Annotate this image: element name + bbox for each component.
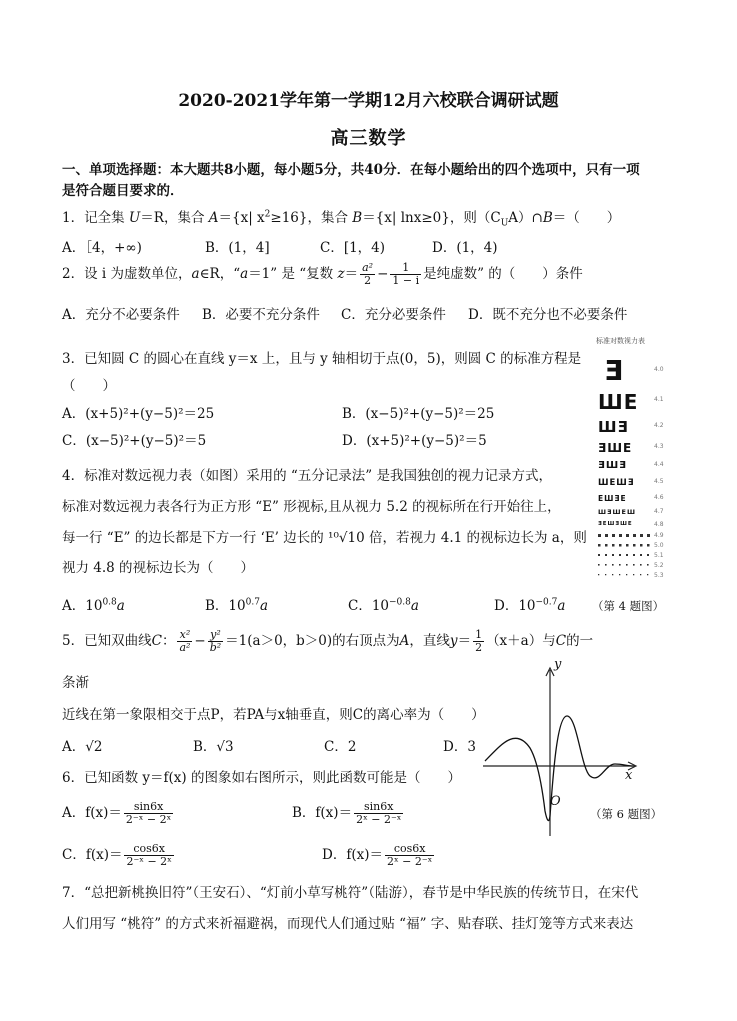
q6-stem: 6．已知函数 y＝f(x) 的图象如右图所示，则此函数可能是（ ）	[62, 770, 461, 786]
q6-option-d: D．f(x)＝ $\frac{\cos 6x}{\text{2ˣ − 2⁻ˣ}}$	[322, 842, 433, 868]
q4-option-a: A．$10^{0.8}a$	[62, 597, 125, 614]
vision-level-4-1: 4.1	[654, 396, 664, 403]
q5-option-c: C．2	[324, 739, 357, 755]
q4-stem-line4: 视力 4.8 的视标边长为（ ）	[62, 560, 255, 576]
q7-stem-line1: 7．“总把新桃换旧符”（王安石）、“灯前小草写桃符”（陆游），春节是中华民族的传统节日，在宋代	[62, 885, 639, 901]
exam-subject: 高三数学	[330, 128, 407, 149]
q5-stem-line1: 5．已知双曲线C： $\frac{\text{x²}}{\text{a²}}$ − $\frac{\text{y²}}{\text{b²}}$ ＝1(a＞0，b＞0)的右顶点为A，直线y＝ $\frac{1}{2}$ （x＋a）与C的一	[62, 628, 594, 654]
vision-chart-figure	[590, 332, 700, 594]
q3-stem-line2: （ ）	[62, 378, 116, 394]
q5-fraction-y: $\frac{\text{y²}}{\text{b²}}$	[209, 628, 222, 654]
q2-option-b: B．必要不充分条件	[202, 307, 320, 323]
vision-chart-row-7: EШƎE	[598, 494, 627, 503]
vision-chart-caption: （第 4 题图）	[592, 599, 665, 613]
exam-title: 2020-2021学年第一学期12月六校联合调研试题	[178, 91, 559, 111]
section-heading-line1: 一、单项选择题：本大题共8小题，每小题5分，共40分．在每小题给出的四个选项中，只有一项	[62, 162, 640, 178]
vision-chart-row-1: Ǝ	[604, 354, 625, 387]
q1-option-b: B．(1，4]	[205, 240, 270, 256]
vision-level-4-6: 4.6	[654, 494, 664, 501]
q1-option-c: C．[1，4)	[320, 240, 386, 256]
vision-level-4-0: 4.0	[654, 366, 664, 373]
vision-chart-title: 标准对数视力表	[596, 337, 645, 345]
vision-level-4-7: 4.7	[654, 508, 664, 515]
vision-level-4-4: 4.4	[654, 461, 664, 468]
q6-option-c: C．f(x)＝ $\frac{\cos 6x}{\text{2⁻ˣ − 2ˣ}}$	[62, 842, 172, 868]
q1-stem: 1．记全集 U＝R，集合 A＝{x| $x^2\ge 16$}，集合 B＝{x| lnx≥0}，则$(C_UA)\cap B=$（ ）	[62, 209, 621, 229]
vision-chart-row-4: ƎШE	[598, 441, 633, 455]
q5-stem-line3: 近线在第一象限相交于点P，若PA与x轴垂直，则C的离心率为（ ）	[62, 707, 485, 723]
q4-option-d: D．$10^{-0.7}a$	[494, 597, 566, 614]
q2-option-c: C．充分必要条件	[341, 307, 446, 323]
vision-chart-row-2: ШE	[598, 390, 639, 414]
vision-chart-row-5: ƎШƎ	[598, 460, 628, 471]
q3-option-b: B．(x−5)²+(y−5)²＝25	[342, 406, 495, 422]
vision-chart-row-3: ШƎ	[598, 418, 629, 436]
q2-fraction-1: $\frac{\text{a²}}{2}$	[362, 261, 374, 287]
q6-option-a: A．f(x)＝ $\frac{\sin 6x}{\text{2⁻ˣ − 2ˣ}}$	[62, 800, 172, 826]
vision-level-4-3: 4.3	[654, 443, 664, 450]
q1-option-d: D．(1，4)	[432, 240, 498, 256]
q3-option-a: A．(x+5)²+(y−5)²＝25	[62, 406, 215, 422]
q3-stem-line1: 3．已知圆 C 的圆心在直线 y＝x 上，且与 y 轴相切于点(0，5)，则圆 C 的标准方程是	[62, 351, 582, 367]
q3-option-c: C．(x−5)²+(y−5)²＝5	[62, 433, 207, 449]
vision-level-4-8: 4.8	[654, 521, 664, 528]
q5-option-a: A．√2	[62, 739, 103, 755]
q4-stem-line3: 每一行 “E” 的边长都是下方一行 ‘E’ 边长的 ¹⁰√10 倍，若视力 4.1 的视标边长为 a，则	[62, 530, 587, 546]
vision-chart-row-6: ШEШƎ	[598, 478, 635, 488]
section-heading-line2: 是符合题目要求的．	[62, 183, 184, 199]
graph-origin-label: O	[550, 794, 561, 809]
vision-chart-small-rows	[598, 534, 654, 580]
vision-level-5-3: 5.3	[654, 572, 664, 579]
vision-level-4-9: 4.9	[654, 532, 664, 539]
q4-stem-line1: 4．标准对数远视力表（如图）采用的 “五分记录法” 是我国独创的视力记录方式，	[62, 468, 552, 484]
q7-stem-line2: 人们用写 “桃符” 的方式来祈福避祸，而现代人们通过贴 “福” 字、贴春联、挂灯笼等方式来表达	[62, 916, 634, 932]
q4-option-b: B．$10^{0.7}a$	[205, 597, 268, 614]
q5-fraction-x: $\frac{\text{x²}}{\text{a²}}$	[179, 628, 191, 654]
q1-option-a: A．［4，+∞)	[62, 240, 142, 256]
q5-stem-line2: 条渐	[62, 675, 89, 691]
q4-stem-line2: 标准对数远视力表各行为正方形 “E” 形视标,且从视力 5.2 的视标所在行开始往上，	[62, 499, 561, 515]
q4-option-c: C．$10^{-0.8}a$	[348, 597, 419, 614]
q5-fraction-half: $\frac{1}{2}$	[475, 628, 483, 654]
vision-level-5-0: 5.0	[654, 542, 664, 549]
q2-stem: 2．设 i 为虚数单位，a∈R，“a＝1” 是 “复数 z＝ $\frac{\text{a²}}{2}$ − $\frac{1}{1 - i}$ 是纯虚数” 的（ ）条件	[62, 261, 583, 287]
graph-x-label: x	[625, 768, 633, 783]
graph-y-label: y	[554, 657, 562, 672]
q2-option-a: A．充分不必要条件	[62, 307, 180, 323]
q5-option-d: D．3	[443, 739, 476, 755]
function-graph-caption: （第 6 题图）	[590, 807, 663, 821]
vision-chart-row-8: ШƎШEШ	[598, 508, 636, 516]
q3-option-d: D．(x+5)²+(y−5)²＝5	[342, 433, 487, 449]
q6-option-b: B．f(x)＝ $\frac{\sin 6x}{\text{2ˣ − 2⁻ˣ}}$	[292, 800, 402, 826]
vision-chart-row-9: ƎEШƎШE	[598, 521, 633, 527]
q2-fraction-2: $\frac{1}{1 - i}$	[392, 261, 420, 287]
vision-level-5-1: 5.1	[654, 552, 664, 559]
q2-option-d: D．既不充分也不必要条件	[468, 307, 628, 323]
vision-level-4-2: 4.2	[654, 422, 664, 429]
q5-option-b: B．√3	[193, 739, 234, 755]
vision-level-4-5: 4.5	[654, 478, 664, 485]
vision-level-5-2: 5.2	[654, 562, 664, 569]
